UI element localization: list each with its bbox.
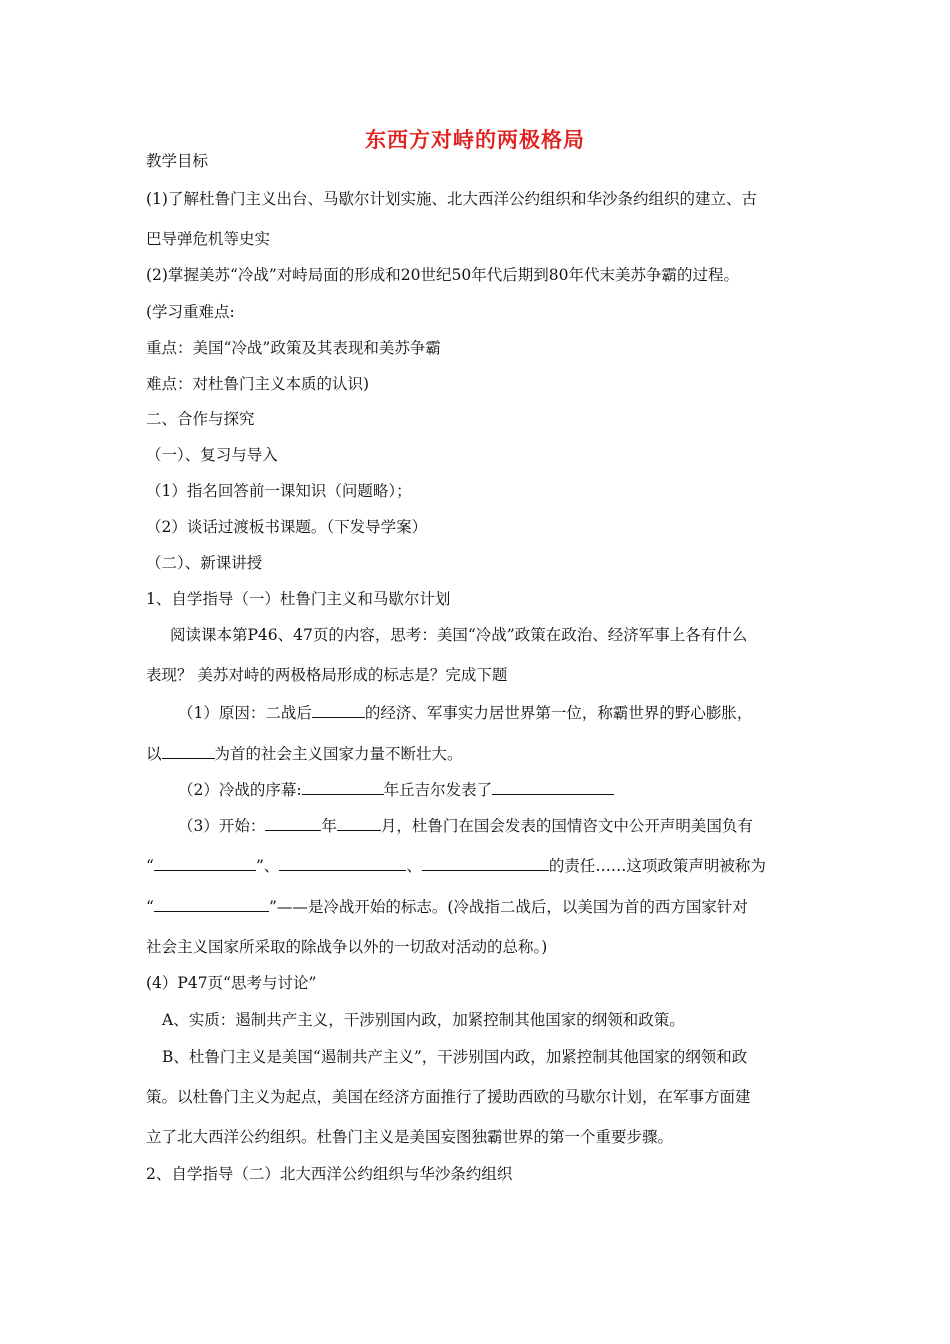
- objective-1-line-2: 巴导弹危机等史实: [146, 230, 271, 248]
- question-1b-suffix: 为首的社会主义国家力量不断壮大。: [214, 745, 463, 763]
- question-2-middle: 年丘吉尔发表了: [383, 781, 493, 799]
- subsection-1-heading: （一）、复习与导入: [146, 446, 278, 464]
- question-1-suffix: 的经济、军事实力居世界第一位，称霸世界的野心膨胀，: [364, 704, 753, 722]
- difficulty-point: 难点：对杜鲁门主义本质的认识): [146, 375, 370, 393]
- fill-blank[interactable]: [302, 779, 384, 795]
- reading-line-1: 阅读课本第P46、47页的内容，思考：美国“冷战”政策在政治、经济军事上各有什么: [170, 626, 748, 644]
- question-1b-prefix: 以: [146, 745, 162, 763]
- question-3-line-4: 社会主义国家所采取的除战争以外的一切敌对活动的总称。): [146, 938, 548, 956]
- objective-1-line-1: (1)了解杜鲁门主义出台、马歇尔计划实施、北大西洋公约组织和华沙条约组织的建立、古: [146, 190, 757, 208]
- reading-line-2: 表现？ 美苏对峙的两极格局形成的标志是？完成下题: [146, 666, 508, 684]
- close-quote: ”、: [255, 857, 280, 875]
- fill-blank[interactable]: [422, 855, 549, 871]
- question-3-line-1: [178, 815, 753, 836]
- question-1-prefix: （1）原因：二战后: [178, 704, 312, 722]
- question-2-prefix: （2）冷战的序幕:: [178, 781, 302, 799]
- fill-blank[interactable]: [154, 896, 269, 912]
- question-2: [178, 779, 614, 800]
- objectives-heading: 教学目标: [146, 152, 209, 170]
- subsection-1-item-1: （1）指名回答前一课知识（问题略）；: [146, 482, 412, 500]
- open-quote: “: [146, 857, 154, 875]
- fill-blank[interactable]: [312, 702, 365, 718]
- question-3-prefix: （3）开始：: [178, 817, 266, 835]
- question-3-suffix: 月，杜鲁门在国会发表的国情咨文中公开声明美国负有: [380, 817, 753, 835]
- guide-1-heading: 1、自学指导（一）杜鲁门主义和马歇尔计划: [146, 590, 451, 608]
- question-3-line-2-suffix: 的责任……这项政策声明被称为: [548, 857, 766, 875]
- separator: 、: [406, 857, 422, 875]
- answer-b-line-2: 策。以杜鲁门主义为起点，美国在经济方面推行了援助西欧的马歇尔计划，在军事方面建: [146, 1088, 751, 1106]
- question-1-line-1: [178, 702, 752, 723]
- answer-b-line-1: B、杜鲁门主义是美国“遏制共产主义”，干涉别国内政，加紧控制其他国家的纲领和政: [162, 1048, 748, 1066]
- key-point: 重点：美国“冷战”政策及其表现和美苏争霸: [146, 339, 441, 357]
- document-title: 东西方对峙的两极格局: [365, 128, 585, 152]
- guide-2-heading: 2、自学指导（二）北大西洋公约组织与华沙条约组织: [146, 1165, 513, 1183]
- subsection-1-item-2: （2）谈话过渡板书课题。（下发导学案）: [146, 518, 428, 536]
- fill-blank[interactable]: [279, 855, 406, 871]
- fill-blank[interactable]: [162, 743, 215, 759]
- question-4: (4）P47页“思考与讨论”: [146, 974, 317, 992]
- open-quote: “: [146, 898, 154, 916]
- question-3-line-3: [146, 896, 748, 917]
- answer-b-line-3: 立了北大西洋公约组织。杜鲁门主义是美国妄图独霸世界的第一个重要步骤。: [146, 1128, 674, 1146]
- subsection-2-heading: （二）、新课讲授: [146, 554, 263, 572]
- keypoints-heading: (学习重难点:: [146, 303, 235, 321]
- question-3-year: 年: [321, 817, 337, 835]
- question-3-line-3-suffix: ”——是冷战开始的标志。(冷战指二战后，以美国为首的西方国家针对: [268, 898, 748, 916]
- answer-a: A、实质：遏制共产主义，干涉别国内政，加紧控制其他国家的纲领和政策。: [162, 1011, 685, 1029]
- objective-2: (2)掌握美苏“冷战”对峙局面的形成和20世纪50年代后期到80年代末美苏争霸的过程。: [146, 266, 739, 284]
- fill-blank[interactable]: [265, 815, 321, 831]
- fill-blank[interactable]: [154, 855, 256, 871]
- question-3-line-2: [146, 855, 766, 876]
- fill-blank[interactable]: [492, 779, 614, 795]
- section-2-heading: 二、合作与探究: [146, 410, 255, 428]
- fill-blank[interactable]: [337, 815, 381, 831]
- question-1-line-2: [146, 743, 463, 764]
